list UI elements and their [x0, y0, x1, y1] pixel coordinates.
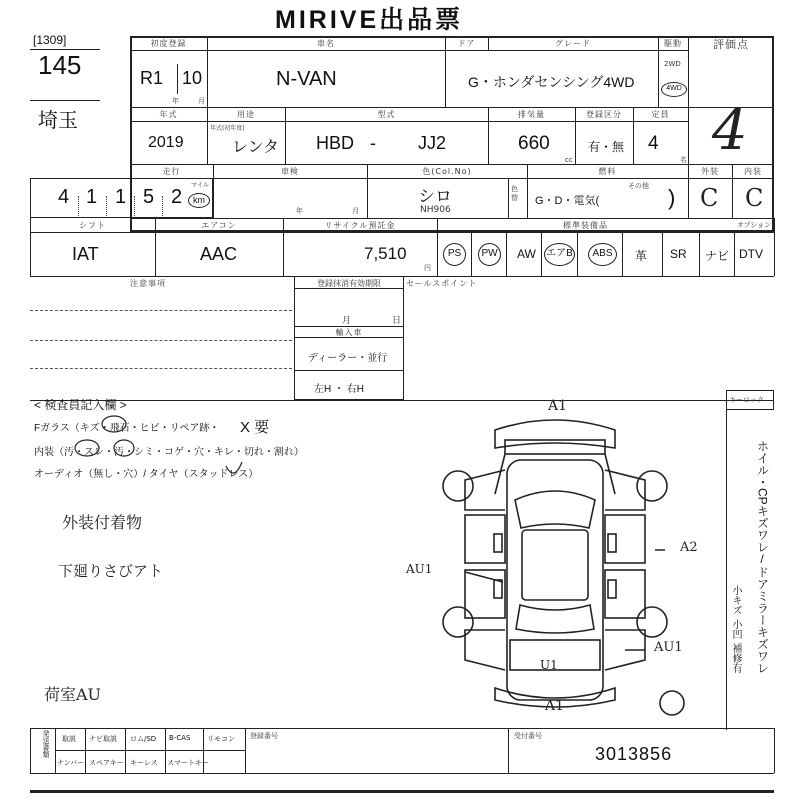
equip-sr: SR: [670, 247, 687, 261]
mileage-digit: 4: [58, 186, 70, 208]
equip-ps: PS: [443, 243, 466, 266]
hdr-sales-point: セールスポイント: [406, 279, 478, 288]
mark-front: A1: [548, 398, 568, 414]
inspector-line-3: オーディオ（無し・穴）/ タイヤ（スタッドレス）: [34, 469, 259, 480]
displacement-value: 660: [518, 133, 550, 154]
mileage-unit-km: km: [188, 193, 210, 208]
shift-value: IAT: [72, 244, 99, 264]
mileage-digit: 1: [115, 186, 127, 208]
footer-item: スペアキー: [89, 759, 124, 767]
hdr-fuel: 燃料: [598, 167, 617, 176]
footer-left-label: 発送書類: [42, 730, 50, 758]
hdr-mileage: 走行: [162, 167, 181, 176]
equip-aw: AW: [517, 247, 536, 261]
hdr-shift: シフト: [79, 221, 106, 230]
hdr-capacity: 定員: [651, 110, 670, 119]
side-vertical-notes: ホイル・CP キズ ワレ / ドアミラー キズ ワレ: [755, 440, 770, 674]
import-flag: 有・無: [588, 140, 625, 154]
equip-abs: ABS: [588, 243, 617, 266]
hdr-aircon: エアコン: [201, 221, 237, 230]
exterior-grade: C: [700, 184, 719, 212]
hdr-rating: 評価点: [713, 38, 749, 51]
mark-right: A2: [680, 540, 698, 555]
color-name: シロ: [418, 187, 452, 206]
hdr-first-reg: 初度登録: [150, 39, 187, 48]
fuel-paren: ): [668, 185, 676, 210]
capacity-value: 4: [648, 133, 659, 154]
model-dash: -: [370, 133, 376, 153]
first-reg-era: R1: [140, 68, 164, 88]
first-reg-month: 10: [182, 68, 203, 88]
use-value: レンタ: [232, 139, 279, 156]
equip-airbag: エアB: [544, 243, 575, 266]
key-lock-label: キーロック: [729, 396, 764, 404]
equip-leather: 革: [635, 249, 648, 263]
hdr-model: 型式: [377, 110, 396, 119]
hdr-displacement: 排気量: [518, 110, 545, 119]
hdr-exterior: 外装: [701, 167, 719, 176]
side-small-notes: 小キズ 小凹 補修有: [730, 585, 741, 673]
color-code: NH906: [420, 205, 451, 215]
hdr-reg-expiry: 登録抹消有効期限: [317, 279, 381, 288]
equip-pw: PW: [478, 243, 501, 266]
drive-4wd-circled: 4WD: [661, 82, 687, 97]
year-value: 2019: [148, 134, 184, 151]
mileage: 4 1 1 5 2 マイル km: [30, 178, 213, 218]
hdr-use: 用途: [237, 110, 255, 119]
inspector-line-1: Fガラス（キズ・飛石・ヒビ・リペア跡・: [34, 423, 220, 434]
hdr-drive: 駆動: [664, 39, 682, 48]
hdr-equipment: 標準装備品: [563, 221, 608, 230]
inspector-heading: < 検査員記入欄 >: [34, 398, 127, 412]
lot-number: 145: [38, 50, 82, 80]
x-need: X 要: [240, 419, 270, 436]
mark-left: AU1: [406, 562, 433, 576]
hdr-car-name: 車名: [317, 39, 335, 48]
hdr-color: 色(Col.No): [422, 167, 472, 176]
note-cargo: 荷室AU: [44, 685, 102, 704]
mark-rear-right: AU1: [654, 640, 683, 655]
mileage-digit: 5: [143, 186, 155, 208]
hdr-recycle: リサイクル預託金: [324, 221, 396, 230]
footer-item: キーレス: [130, 759, 158, 767]
lot-code: [1309]: [33, 33, 67, 47]
hdr-doors: ドア: [457, 39, 476, 48]
car-name: N-VAN: [276, 68, 337, 90]
hdr-notes: 注意事項: [130, 279, 166, 288]
fuel-value: G・D・電気(: [535, 195, 600, 207]
note-exterior-deposit: 外装付着物: [62, 513, 143, 532]
model-code: JJ2: [418, 133, 447, 153]
equip-navi: ナビ: [705, 249, 730, 263]
footer-item: 取説: [62, 735, 76, 743]
receipt-number: 3013856: [595, 744, 673, 764]
hdr-option: オプション: [736, 221, 772, 229]
note-underbody-rust: 下廻りさびアト: [58, 562, 164, 580]
footer-item: ナンバー: [57, 759, 85, 767]
aircon-value: AAC: [200, 244, 238, 264]
register-label: 登録番号: [250, 732, 278, 740]
interior-grade: C: [745, 184, 764, 212]
drive-2wd: 2WD: [664, 60, 681, 68]
hdr-year: 年式: [159, 110, 178, 119]
footer-item: ロム/SD: [130, 735, 157, 743]
hdr-inspection: 車検: [281, 167, 299, 176]
mark-rear-center: U1: [540, 658, 558, 672]
mark-rear: A1: [545, 698, 565, 714]
mileage-digit: 2: [171, 186, 183, 208]
grade: G・ホンダセンシング4WD: [468, 74, 635, 90]
mileage-digit: 1: [86, 186, 98, 208]
recycle-amount: 7,510: [364, 244, 407, 263]
steering-side: 左H ・ 右H: [314, 384, 364, 395]
hdr-grade: グレード: [555, 39, 591, 48]
footer-item: スマートキー: [167, 759, 209, 767]
hdr-interior: 内装: [744, 167, 762, 176]
dealer-parallel: ディーラー・並行: [308, 353, 388, 364]
inspector-line-2: 内装（汚・スレ・汚・シミ・コゲ・穴・キレ・切れ・割れ）: [34, 447, 304, 458]
footer-item: リモコン: [207, 735, 235, 743]
model-prefix: HBD: [316, 133, 355, 153]
footer-items: [55, 728, 245, 773]
receipt-label: 受付番号: [514, 732, 542, 740]
equip-dtv: DTV: [739, 247, 763, 261]
hdr-import: 登録区分: [586, 110, 622, 119]
footer-item: ナビ取説: [89, 735, 117, 743]
document-title: MIRIVE出品票: [275, 6, 464, 34]
region: 埼玉: [38, 110, 78, 132]
hdr-import-car: 輸入車: [335, 328, 363, 337]
rating-value: 4: [712, 98, 748, 163]
footer-item: B-CAS: [169, 734, 191, 742]
